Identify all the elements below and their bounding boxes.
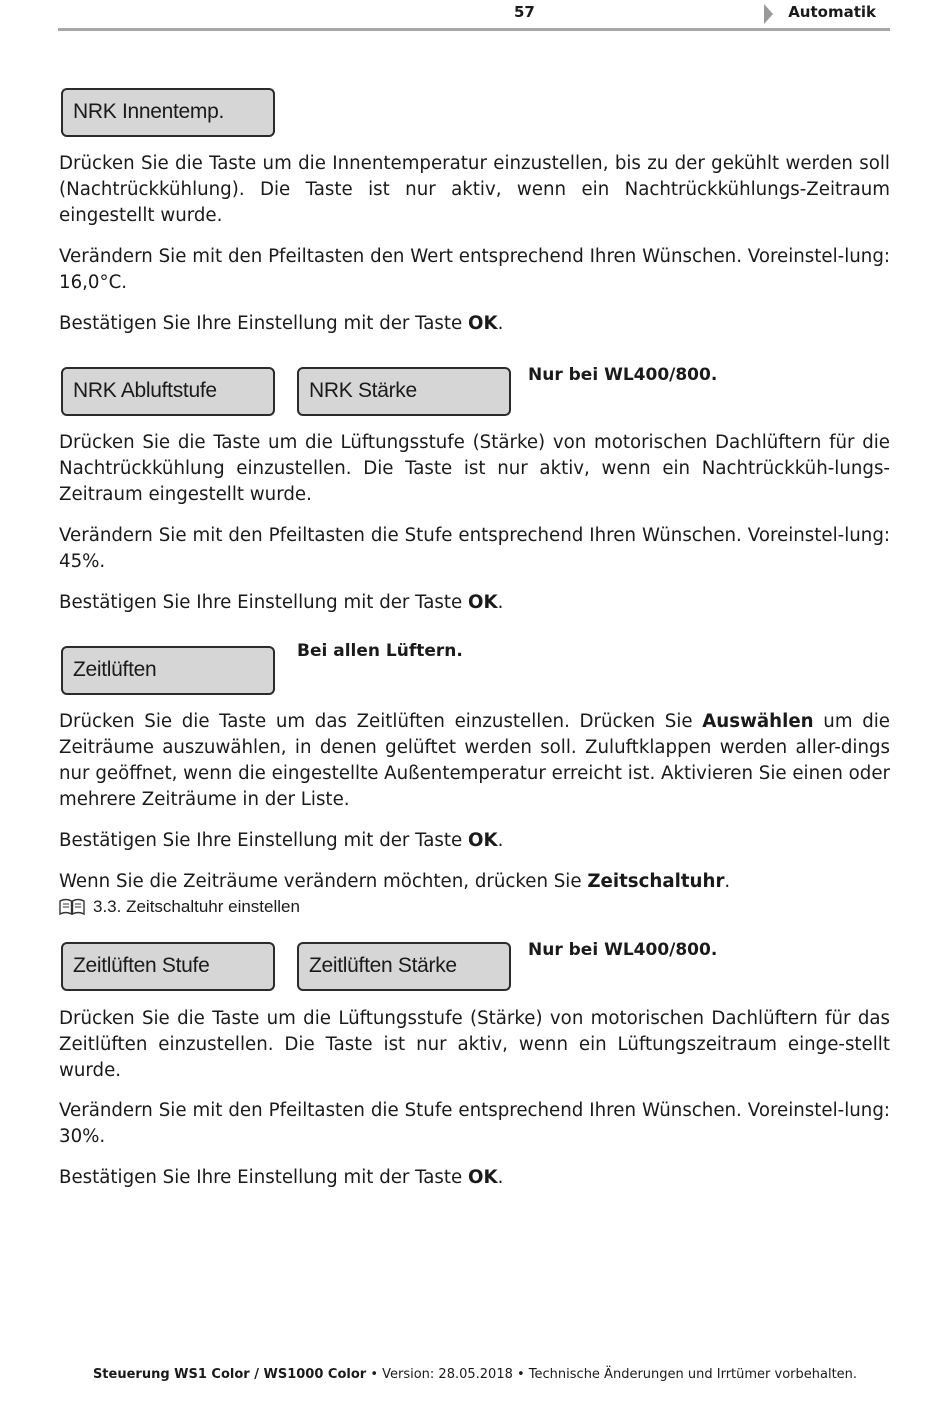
device-note: Nur bei WL400/800. [528, 365, 718, 385]
device-note: Nur bei WL400/800. [528, 940, 718, 960]
paragraph: Verändern Sie mit den Pfeiltasten die Stufe entsprechend Ihren Wünschen. Voreinstel-lung: 30%. [59, 1100, 890, 1147]
nrk-staerke-button[interactable]: NRK Stärke [297, 367, 511, 416]
paragraph: Drücken Sie die Taste um die Innentemperatur einzustellen, bis zu der gekühlt werden soll (Nachtrückkühlung). Die Taste ist nur aktiv, wenn ein Nachtrückkühlungs-Zeitraum eingestellt wurde. [59, 153, 890, 226]
nrk-abluftstufe-button[interactable]: NRK Abluftstufe [61, 367, 275, 416]
paragraph: Drücken Sie die Taste um die Lüftungsstufe (Stärke) von motorischen Dachlüftern für das Zeitlüften einzustellen. Die Taste ist nur aktiv, wenn ein Lüftungszeitraum einge-stellt wurde. [59, 1008, 890, 1081]
paragraph: Drücken Sie die Taste um das Zeitlüften einzustellen. Drücken Sie Auswählen um die Zeiträume auszuwählen, in denen gelüftet werden soll. Zuluftklappen werden aller-dings nur geöffnet, wenn die eingestellte Außentemperatur erreicht ist. Aktivieren Sie einen oder mehrere Zeiträume in der Liste. [59, 711, 890, 810]
paragraph: Wenn Sie die Zeiträume verändern möchten, drücken Sie Zeitschaltuhr. [59, 871, 731, 892]
device-note: Bei allen Lüftern. [297, 641, 463, 661]
paragraph: Bestätigen Sie Ihre Einstellung mit der Taste OK. [59, 313, 504, 334]
cross-reference-text: 3.3. Zeitschaltuhr einstellen [93, 897, 300, 916]
paragraph: Bestätigen Sie Ihre Einstellung mit der Taste OK. [59, 830, 504, 851]
zeitlueften-stufe-button[interactable]: Zeitlüften Stufe [61, 942, 275, 991]
paragraph: Verändern Sie mit den Pfeiltasten die Stufe entsprechend Ihren Wünschen. Voreinstel-lung: 45%. [59, 525, 890, 572]
footer-text: • Version: 28.05.2018 • Technische Änderungen und Irrtümer vorbehalten. [366, 1367, 858, 1382]
page-header [58, 0, 890, 31]
page-number: 57 [514, 3, 535, 21]
page-footer [0, 1367, 950, 1382]
zeitlueften-button[interactable]: Zeitlüften [61, 646, 275, 695]
section-title: Automatik [788, 3, 876, 21]
paragraph: Bestätigen Sie Ihre Einstellung mit der Taste OK. [59, 592, 504, 613]
book-icon [59, 898, 85, 916]
footer-product: Steuerung WS1 Color / WS1000 Color [92, 1367, 367, 1382]
paragraph: Verändern Sie mit den Pfeiltasten den Wert entsprechend Ihren Wünschen. Voreinstel-lung: 16,0°C. [59, 246, 890, 293]
paragraph: Drücken Sie die Taste um die Lüftungsstufe (Stärke) von motorischen Dachlüftern für die Nachtrückkühlung einzustellen. Die Taste ist nur aktiv, wenn ein Nachtrückküh-lungs-Zeitraum eingestellt wurde. [59, 432, 890, 505]
nrk-innentemp-button[interactable]: NRK Innentemp. [61, 88, 275, 137]
paragraph: Bestätigen Sie Ihre Einstellung mit der Taste OK. [59, 1167, 504, 1188]
triangle-marker-icon [764, 4, 773, 24]
zeitlueften-staerke-button[interactable]: Zeitlüften Stärke [297, 942, 511, 991]
cross-reference-link[interactable] [59, 897, 300, 917]
